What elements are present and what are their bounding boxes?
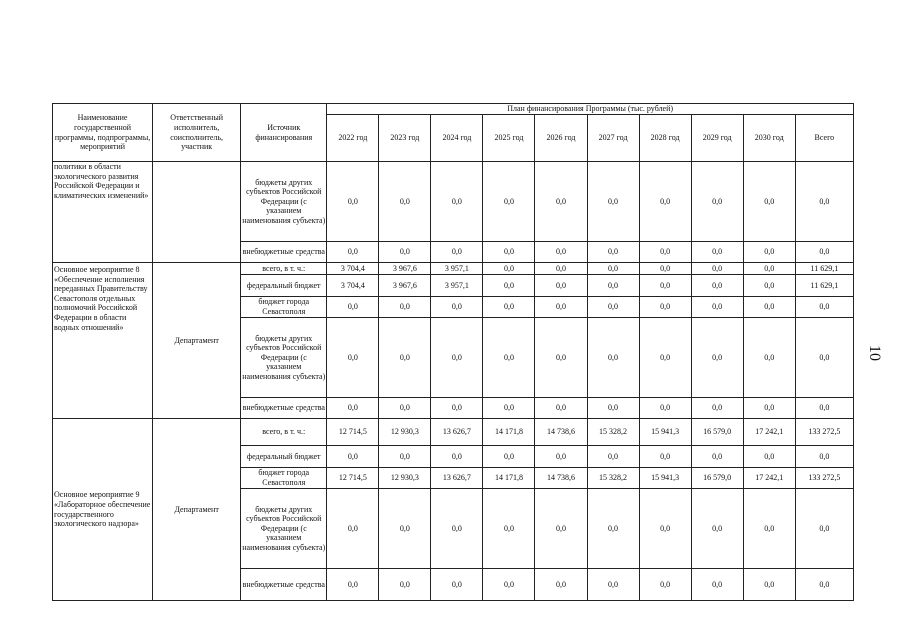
value-total: 0,0 bbox=[795, 297, 853, 318]
value-cell: 3 957,1 bbox=[431, 263, 483, 275]
header-responsible: Ответственный исполнитель, соисполнитель, участник bbox=[153, 104, 241, 162]
header-year: 2022 год bbox=[327, 115, 379, 162]
value-cell: 0,0 bbox=[535, 263, 587, 275]
value-cell: 0,0 bbox=[639, 569, 691, 601]
financing-table bbox=[52, 103, 854, 601]
value-cell: 15 328,2 bbox=[587, 468, 639, 489]
value-cell: 0,0 bbox=[743, 162, 795, 242]
value-cell: 13 626,7 bbox=[431, 419, 483, 446]
value-cell: 0,0 bbox=[379, 242, 431, 263]
value-cell: 0,0 bbox=[587, 398, 639, 419]
value-cell: 17 242,1 bbox=[743, 468, 795, 489]
value-total: 0,0 bbox=[795, 162, 853, 242]
funding-source: бюджет города Севастополя bbox=[241, 468, 327, 489]
value-total: 0,0 bbox=[795, 446, 853, 468]
value-cell: 0,0 bbox=[535, 242, 587, 263]
value-cell: 12 930,3 bbox=[379, 468, 431, 489]
table-row bbox=[53, 162, 854, 242]
value-cell: 0,0 bbox=[483, 446, 535, 468]
value-cell: 0,0 bbox=[743, 398, 795, 419]
value-cell: 0,0 bbox=[691, 297, 743, 318]
funding-source: бюджет города Севастополя bbox=[241, 297, 327, 318]
measure-name: Основное мероприятие 9 «Лабораторное обеспечение государственного экологического надзора» bbox=[53, 419, 153, 601]
value-cell: 0,0 bbox=[639, 275, 691, 297]
responsible-executor bbox=[153, 162, 241, 263]
value-cell: 0,0 bbox=[535, 489, 587, 569]
value-cell: 0,0 bbox=[535, 275, 587, 297]
value-cell: 12 930,3 bbox=[379, 419, 431, 446]
value-total: 133 272,5 bbox=[795, 419, 853, 446]
funding-source: внебюджетные средства bbox=[241, 398, 327, 419]
value-cell: 0,0 bbox=[743, 569, 795, 601]
value-cell: 0,0 bbox=[639, 398, 691, 419]
value-cell: 0,0 bbox=[379, 446, 431, 468]
funding-source: внебюджетные средства bbox=[241, 242, 327, 263]
header-year: 2026 год bbox=[535, 115, 587, 162]
value-cell: 0,0 bbox=[691, 569, 743, 601]
value-cell: 0,0 bbox=[743, 263, 795, 275]
value-cell: 0,0 bbox=[691, 489, 743, 569]
value-cell: 0,0 bbox=[483, 569, 535, 601]
value-cell: 0,0 bbox=[327, 318, 379, 398]
value-cell: 3 957,1 bbox=[431, 275, 483, 297]
header-year: Всего bbox=[795, 115, 853, 162]
value-cell: 12 714,5 bbox=[327, 419, 379, 446]
value-cell: 3 967,6 bbox=[379, 275, 431, 297]
funding-source: бюджеты других субъектов Российской Федерации (с указанием наименования субъекта) bbox=[241, 318, 327, 398]
value-cell: 0,0 bbox=[743, 242, 795, 263]
value-cell: 0,0 bbox=[431, 297, 483, 318]
value-cell: 0,0 bbox=[587, 263, 639, 275]
value-cell: 0,0 bbox=[327, 446, 379, 468]
value-cell: 0,0 bbox=[483, 275, 535, 297]
value-cell: 0,0 bbox=[327, 162, 379, 242]
measure-name: Основное мероприятие 8 «Обеспечение исполнения переданных Правительству Севастополя отдельных полномочий Российской Федерации в области водных отношений» bbox=[53, 263, 153, 419]
value-cell: 0,0 bbox=[483, 489, 535, 569]
value-cell: 0,0 bbox=[431, 446, 483, 468]
value-cell: 14 738,6 bbox=[535, 419, 587, 446]
value-cell: 0,0 bbox=[535, 318, 587, 398]
value-cell: 0,0 bbox=[587, 569, 639, 601]
header-year: 2023 год bbox=[379, 115, 431, 162]
header-year: 2027 год bbox=[587, 115, 639, 162]
value-cell: 0,0 bbox=[431, 318, 483, 398]
funding-source: внебюджетные средства bbox=[241, 569, 327, 601]
header-plan: План финансирования Программы (тыс. рублей) bbox=[327, 104, 854, 115]
value-cell: 0,0 bbox=[379, 318, 431, 398]
funding-source: федеральный бюджет bbox=[241, 446, 327, 468]
value-cell: 15 941,3 bbox=[639, 468, 691, 489]
value-cell: 3 967,6 bbox=[379, 263, 431, 275]
value-cell: 0,0 bbox=[743, 318, 795, 398]
value-cell: 0,0 bbox=[587, 275, 639, 297]
value-cell: 0,0 bbox=[639, 318, 691, 398]
value-cell: 15 941,3 bbox=[639, 419, 691, 446]
value-cell: 0,0 bbox=[379, 297, 431, 318]
responsible-executor: Департамент bbox=[153, 263, 241, 419]
value-cell: 0,0 bbox=[535, 569, 587, 601]
value-cell: 0,0 bbox=[639, 489, 691, 569]
header-year: 2029 год bbox=[691, 115, 743, 162]
value-cell: 15 328,2 bbox=[587, 419, 639, 446]
value-cell: 3 704,4 bbox=[327, 263, 379, 275]
table-body bbox=[53, 162, 854, 601]
value-cell: 3 704,4 bbox=[327, 275, 379, 297]
header-year: 2024 год bbox=[431, 115, 483, 162]
funding-source: всего, в т. ч.: bbox=[241, 419, 327, 446]
value-cell: 0,0 bbox=[587, 242, 639, 263]
value-cell: 0,0 bbox=[431, 489, 483, 569]
value-cell: 0,0 bbox=[483, 297, 535, 318]
value-cell: 0,0 bbox=[483, 242, 535, 263]
value-cell: 0,0 bbox=[535, 398, 587, 419]
value-cell: 0,0 bbox=[691, 275, 743, 297]
value-cell: 0,0 bbox=[483, 398, 535, 419]
value-cell: 13 626,7 bbox=[431, 468, 483, 489]
value-total: 0,0 bbox=[795, 242, 853, 263]
value-cell: 0,0 bbox=[691, 398, 743, 419]
value-cell: 0,0 bbox=[483, 318, 535, 398]
value-cell: 0,0 bbox=[743, 275, 795, 297]
measure-name: политики в области экологического развития Российской Федерации и климатических изменений» bbox=[53, 162, 153, 263]
value-total: 0,0 bbox=[795, 398, 853, 419]
value-cell: 0,0 bbox=[379, 489, 431, 569]
value-cell: 0,0 bbox=[587, 446, 639, 468]
header-source: Источник финансирования bbox=[241, 104, 327, 162]
value-cell: 14 171,8 bbox=[483, 468, 535, 489]
value-cell: 0,0 bbox=[639, 297, 691, 318]
value-cell: 0,0 bbox=[327, 489, 379, 569]
value-cell: 0,0 bbox=[639, 162, 691, 242]
value-cell: 0,0 bbox=[587, 297, 639, 318]
value-cell: 0,0 bbox=[431, 569, 483, 601]
value-cell: 0,0 bbox=[535, 162, 587, 242]
value-cell: 0,0 bbox=[587, 162, 639, 242]
value-cell: 0,0 bbox=[743, 489, 795, 569]
value-cell: 0,0 bbox=[587, 489, 639, 569]
table-row bbox=[53, 419, 854, 446]
funding-source: бюджеты других субъектов Российской Федерации (с указанием наименования субъекта) bbox=[241, 489, 327, 569]
value-total: 133 272,5 bbox=[795, 468, 853, 489]
value-total: 0,0 bbox=[795, 569, 853, 601]
value-cell: 0,0 bbox=[327, 242, 379, 263]
value-cell: 0,0 bbox=[639, 446, 691, 468]
value-cell: 0,0 bbox=[639, 263, 691, 275]
header-year: 2025 год bbox=[483, 115, 535, 162]
responsible-executor: Департамент bbox=[153, 419, 241, 601]
value-cell: 0,0 bbox=[431, 162, 483, 242]
value-cell: 0,0 bbox=[691, 242, 743, 263]
value-cell: 0,0 bbox=[483, 162, 535, 242]
funding-source: всего, в т. ч.: bbox=[241, 263, 327, 275]
value-cell: 16 579,0 bbox=[691, 419, 743, 446]
value-cell: 0,0 bbox=[535, 446, 587, 468]
value-cell: 0,0 bbox=[587, 318, 639, 398]
value-cell: 0,0 bbox=[743, 297, 795, 318]
value-cell: 0,0 bbox=[379, 162, 431, 242]
value-cell: 14 738,6 bbox=[535, 468, 587, 489]
table-row bbox=[53, 263, 854, 275]
value-cell: 0,0 bbox=[483, 263, 535, 275]
value-cell: 0,0 bbox=[743, 446, 795, 468]
value-cell: 0,0 bbox=[327, 297, 379, 318]
value-cell: 0,0 bbox=[379, 398, 431, 419]
value-cell: 16 579,0 bbox=[691, 468, 743, 489]
value-cell: 0,0 bbox=[327, 569, 379, 601]
value-cell: 0,0 bbox=[691, 162, 743, 242]
value-total: 0,0 bbox=[795, 318, 853, 398]
value-cell: 0,0 bbox=[431, 242, 483, 263]
funding-source: федеральный бюджет bbox=[241, 275, 327, 297]
value-cell: 0,0 bbox=[639, 242, 691, 263]
value-cell: 0,0 bbox=[327, 398, 379, 419]
value-cell: 0,0 bbox=[691, 263, 743, 275]
value-total: 11 629,1 bbox=[795, 263, 853, 275]
page-number: 10 bbox=[866, 345, 883, 361]
value-cell: 0,0 bbox=[691, 446, 743, 468]
value-cell: 0,0 bbox=[535, 297, 587, 318]
header-name: Наименование государственной программы, подпрограммы, мероприятий bbox=[53, 104, 153, 162]
funding-source: бюджеты других субъектов Российской Федерации (с указанием наименования субъекта) bbox=[241, 162, 327, 242]
header-year: 2030 год bbox=[743, 115, 795, 162]
value-cell: 12 714,5 bbox=[327, 468, 379, 489]
value-cell: 0,0 bbox=[431, 398, 483, 419]
value-cell: 14 171,8 bbox=[483, 419, 535, 446]
table-header bbox=[53, 104, 854, 162]
value-cell: 0,0 bbox=[379, 569, 431, 601]
value-cell: 17 242,1 bbox=[743, 419, 795, 446]
header-year: 2028 год bbox=[639, 115, 691, 162]
value-total: 11 629,1 bbox=[795, 275, 853, 297]
value-cell: 0,0 bbox=[691, 318, 743, 398]
value-total: 0,0 bbox=[795, 489, 853, 569]
